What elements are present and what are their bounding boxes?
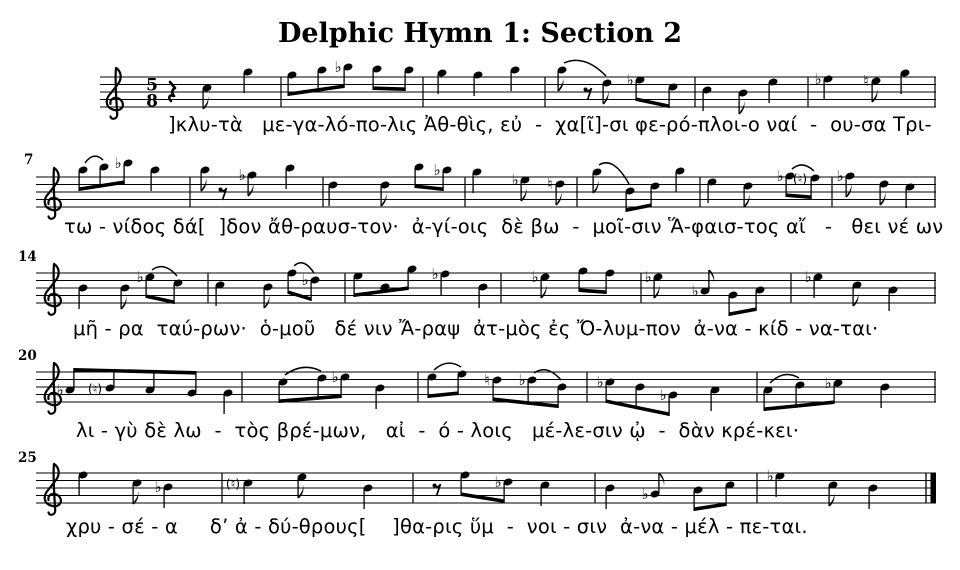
measure-number-20: 20 <box>18 348 37 364</box>
time-signature-numerator: 5 <box>146 75 158 96</box>
flat-icon: ♭ <box>804 267 812 286</box>
slur <box>285 367 321 375</box>
page-title: Delphic Hymn 1: Section 2 <box>277 18 683 49</box>
slur <box>564 60 606 76</box>
slur <box>770 374 799 383</box>
final-barline-thick <box>931 473 937 503</box>
flat-icon: ♭ <box>334 57 342 76</box>
eighth-rest-icon <box>586 88 592 100</box>
flat-icon: ♭ <box>766 466 774 485</box>
flat-icon: ♭ <box>511 170 519 189</box>
flat-icon: ♭ <box>836 166 844 185</box>
time-signature-denominator: 8 <box>146 91 158 112</box>
beam <box>694 502 726 511</box>
treble-clef-icon <box>45 264 61 315</box>
beam <box>288 84 344 96</box>
eighth-rest-icon <box>435 484 441 496</box>
system-4 <box>36 363 936 416</box>
flat-icon: ♭ <box>114 153 122 172</box>
flat-icon: ♭ <box>331 367 339 386</box>
eighth-flag-icon <box>880 192 885 206</box>
lyrics-line-3: μῆ - ρα ταύ-ρων· ὁ-μοῦ δέ νιν Ἄ-ραψ ἀτ-μὸς ἐς Ὄ-λυμ-πον ἀ-να - κίδ - να-ται· <box>73 317 879 340</box>
slur <box>152 267 177 276</box>
beam <box>461 492 504 503</box>
eighth-flag-icon <box>659 473 664 487</box>
measure-number-7: 7 <box>24 152 34 168</box>
flat-icon: ♭ <box>596 372 604 391</box>
treble-clef-icon <box>45 464 61 515</box>
beam <box>373 86 405 91</box>
flat-icon: ♭ <box>518 370 526 389</box>
flat-icon: ♭ <box>814 69 822 88</box>
flat-icon: ♭ <box>136 267 144 286</box>
system-2 <box>36 154 936 219</box>
treble-clef-icon <box>107 68 123 119</box>
flat-icon: ♭ <box>301 270 309 289</box>
natural-paren-icon: (♮) <box>225 475 241 491</box>
eighth-flag-icon <box>654 285 659 299</box>
flat-icon: ♭ <box>433 160 441 179</box>
flat-icon: ♭ <box>154 477 162 496</box>
natural-paren-icon: (♮) <box>87 380 103 396</box>
beam <box>626 203 651 212</box>
natural-icon: ♮ <box>484 370 490 389</box>
eighth-flag-icon <box>298 485 303 499</box>
flat-icon: ♭ <box>641 484 649 503</box>
flat-icon: ♭ <box>56 380 64 399</box>
slur <box>434 363 461 370</box>
natural-icon: ♮ <box>863 71 869 90</box>
lyrics-line-2: τω - νίδος δά[ ]δον ἄθ-ραυσ-τον· ἀ-γί-οις δὲ βω - μοῖ-σιν Ἅ-φαισ-τος αἴ - θει νέ ων <box>64 215 944 238</box>
flat-icon: ♭ <box>659 385 667 404</box>
eighth-rest-icon <box>221 188 227 200</box>
flat-icon: ♭ <box>494 472 502 491</box>
system-3 <box>36 263 936 316</box>
beam <box>579 288 606 294</box>
beam <box>74 368 196 375</box>
beam <box>729 307 756 316</box>
eighth-flag-icon <box>264 295 269 309</box>
beam <box>428 391 458 398</box>
system-5 <box>36 464 936 515</box>
measure-number-14: 14 <box>18 249 37 265</box>
flat-icon: ♭ <box>644 267 652 286</box>
slur <box>534 370 561 380</box>
eighth-flag-icon <box>556 192 561 206</box>
system-1 <box>100 58 936 119</box>
lyrics-line-4: λι - γὺ δὲ λω - τὸς βρέ-μων, αἰ - ό - λοις μέ-λε-σιν ᾠ - δὰν κρέ-κει· <box>76 419 800 442</box>
eighth-flag-icon <box>541 285 546 299</box>
flat-icon: ♭ <box>431 264 439 283</box>
lyrics-line-1: ]κλυ-τὰ με-γα-λό-πο-λις Ἀθ-θὶς, εὐ - χα[ῖ]-σι φε-ρό-πλοι-ο ναί - ου-σα Τρι- <box>168 113 932 136</box>
natural-icon: ♮ <box>547 174 553 193</box>
eighth-flag-icon <box>603 91 608 105</box>
flat-icon: ♭ <box>776 166 784 185</box>
natural-paren-icon: (♮) <box>792 170 808 186</box>
slur <box>599 163 629 184</box>
beam <box>493 397 558 408</box>
flat-icon: ♭ <box>691 281 699 300</box>
beam <box>415 184 443 191</box>
beam <box>786 193 811 199</box>
treble-clef-icon <box>45 168 61 219</box>
flat-icon: ♭ <box>238 165 246 184</box>
measure-number-25: 25 <box>18 450 37 466</box>
slur <box>85 156 103 163</box>
flat-icon: ♭ <box>531 267 539 286</box>
beam <box>79 180 124 191</box>
flat-icon: ♭ <box>626 70 634 89</box>
eighth-flag-icon <box>846 184 851 198</box>
eighth-flag-icon <box>872 89 877 103</box>
lyrics-line-5: χρυ - σέ - α δ’ ἀ - δύ-θρους[ ]θα-ρις ὕμ - νοι - σιν ἀ-να - μέλ - πε-ται. <box>66 515 808 538</box>
eighth-flag-icon <box>744 194 749 208</box>
flat-icon: ♭ <box>824 373 832 392</box>
